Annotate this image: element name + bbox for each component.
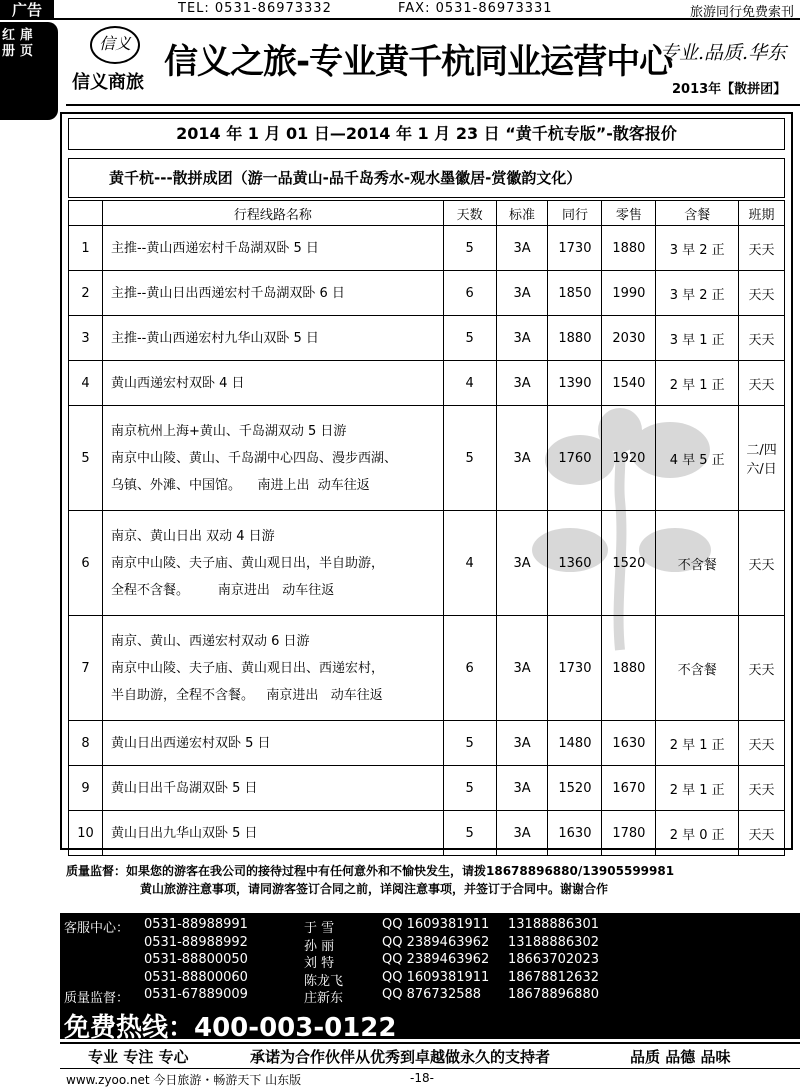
contact-phone: 0531-88800060 xyxy=(144,969,248,985)
schedule: 天天 xyxy=(739,361,785,406)
retail-price: 2030 xyxy=(602,316,656,361)
route-days: 5 xyxy=(443,316,496,361)
contact-name: 庄新东 xyxy=(304,991,344,1006)
route-name xyxy=(102,226,443,271)
contact-label: 质量监督： xyxy=(64,991,130,1006)
table-row xyxy=(69,226,785,271)
meal-plan: 3 早 1 正 xyxy=(656,316,739,361)
route-standard: 3A xyxy=(496,616,548,721)
route-days: 6 xyxy=(443,271,496,316)
contact-phone: 0531-88988992 xyxy=(144,934,248,950)
row-index: 2 xyxy=(69,271,103,316)
route-standard: 3A xyxy=(496,721,548,766)
schedule: 天天 xyxy=(739,721,785,766)
meal-plan: 2 早 0 正 xyxy=(656,811,739,856)
route-name-line: 黄山日出西递宏村双卧 5 日 xyxy=(110,735,271,751)
route-standard: 3A xyxy=(496,271,548,316)
route-name-line: 南京、黄山、西递宏村双动 6 日游 xyxy=(110,633,310,649)
contact-mobile: 18678896880 xyxy=(508,987,599,1002)
retail-price: 1520 xyxy=(602,511,656,616)
route-standard: 3A xyxy=(496,226,548,271)
motto-middle: 承诺为合作伙伴从优秀到卓越做永久的支持者 xyxy=(250,1048,551,1066)
publication-title: 旅游同行免费索刊 xyxy=(689,5,794,20)
col-header-days: 天数 xyxy=(443,201,496,226)
row-index: 1 xyxy=(69,226,103,271)
retail-price: 1880 xyxy=(602,226,656,271)
route-days: 5 xyxy=(443,226,496,271)
ad-label: 广告 xyxy=(0,0,54,20)
route-days: 5 xyxy=(443,406,496,511)
retail-price: 1630 xyxy=(602,721,656,766)
col-header-index xyxy=(69,201,103,226)
route-name xyxy=(102,271,443,316)
route-name-line: 南京、黄山日出 双动 4 日游 xyxy=(110,528,275,544)
table-row xyxy=(69,721,785,766)
meal-plan: 3 早 2 正 xyxy=(656,271,739,316)
contact-phone: 0531-67889009 xyxy=(144,987,248,1002)
route-days: 5 xyxy=(443,811,496,856)
route-name xyxy=(102,616,443,721)
schedule: 天天 xyxy=(739,226,785,271)
logo-mark: 信义 xyxy=(90,26,140,64)
peer-price: 1880 xyxy=(548,316,602,361)
schedule: 天天 xyxy=(739,811,785,856)
contact-name: 刘 特 xyxy=(304,956,335,971)
contact-qq: QQ 1609381911 xyxy=(382,969,490,985)
peer-price: 1520 xyxy=(548,766,602,811)
meal-plan: 2 早 1 正 xyxy=(656,361,739,406)
route-name-line: 南京中山陵、夫子庙、黄山观日出、西递宏村， xyxy=(110,660,384,676)
footer-site: www.zyoo.net 今日旅游・畅游天下 山东版 xyxy=(66,1073,302,1087)
route-name-line: 主推--黄山西递宏村九华山双卧 5 日 xyxy=(110,330,319,346)
divider xyxy=(66,104,800,106)
contact-block xyxy=(60,913,800,1043)
top-bar xyxy=(0,0,800,20)
meal-plan: 2 早 1 正 xyxy=(656,766,739,811)
contact-qq: QQ 876732588 xyxy=(382,987,482,1002)
route-name-line: 主推--黄山西递宏村千岛湖双卧 5 日 xyxy=(110,240,319,256)
table-row xyxy=(69,766,785,811)
route-days: 4 xyxy=(443,511,496,616)
route-name-line: 全程不含餐。 南京进出 动车往返 xyxy=(110,582,335,598)
peer-price: 1360 xyxy=(548,511,602,616)
schedule: 天天 xyxy=(739,271,785,316)
meal-plan: 3 早 2 正 xyxy=(656,226,739,271)
retail-price: 1920 xyxy=(602,406,656,511)
contact-name: 孙 丽 xyxy=(304,938,335,954)
contact-mobile: 18678812632 xyxy=(508,969,599,985)
route-name xyxy=(102,811,443,856)
schedule: 二/四 六/日 xyxy=(739,406,785,511)
notice-line2: 黄山旅游注意事项，请同游客签订合同之前，详阅注意事项，并签订于合同中。谢谢合作 xyxy=(140,882,609,896)
route-name-line: 半自助游，全程不含餐。 南京进出 动车往返 xyxy=(110,687,383,703)
contact-mobile: 18663702023 xyxy=(508,952,599,967)
meal-plan: 2 早 1 正 xyxy=(656,721,739,766)
row-index: 3 xyxy=(69,316,103,361)
row-index: 4 xyxy=(69,361,103,406)
price-period-title: 2014 年 1 月 01 日—2014 年 1 月 23 日 “黄千杭专版”-散客报价 xyxy=(68,118,785,150)
table-row xyxy=(69,811,785,856)
contact-qq: QQ 2389463962 xyxy=(382,952,490,967)
row-index: 8 xyxy=(69,721,103,766)
route-name-line: 黄山日出千岛湖双卧 5 日 xyxy=(110,780,258,796)
retail-price: 1780 xyxy=(602,811,656,856)
row-index: 6 xyxy=(69,511,103,616)
free-hotline: 免费热线：400-003-0122 xyxy=(64,1013,397,1043)
route-group-title: 黄千杭---散拼成团（游一品黄山-品千岛秀水-观水墨徽居-赏徽韵文化） xyxy=(68,158,785,198)
table-header-row xyxy=(69,201,785,226)
contact-qq: QQ 1609381911 xyxy=(382,917,490,932)
route-standard: 3A xyxy=(496,316,548,361)
motto-left: 专业 专注 专心 xyxy=(88,1048,189,1066)
route-name xyxy=(102,361,443,406)
headline: 信义之旅-专业黄千杭同业运营中心 xyxy=(164,42,673,82)
route-days: 6 xyxy=(443,616,496,721)
retail-price: 1540 xyxy=(602,361,656,406)
route-price-table xyxy=(68,200,785,856)
peer-price: 1850 xyxy=(548,271,602,316)
col-header-standard: 标准 xyxy=(496,201,548,226)
contact-mobile: 13188886302 xyxy=(508,934,599,950)
route-name-line: 主推--黄山日出西递宏村千岛湖双卧 6 日 xyxy=(110,285,345,301)
schedule: 天天 xyxy=(739,316,785,361)
company-logo xyxy=(72,26,162,96)
row-index: 7 xyxy=(69,616,103,721)
route-name-line: 黄山日出九华山双卧 5 日 xyxy=(110,825,258,841)
table-row xyxy=(69,361,785,406)
table-row xyxy=(69,271,785,316)
page-number: -18- xyxy=(410,1071,434,1085)
route-days: 5 xyxy=(443,721,496,766)
notice-line1: 质量监督：如果您的游客在我公司的接待过程中有任何意外和不愉快发生，请拨18678896880/13905599981 xyxy=(66,864,675,878)
contact-label: 客服中心： xyxy=(64,921,130,936)
route-name-line: 南京中山陵、黄山、千岛湖中心四岛、漫步西湖、 xyxy=(110,450,397,466)
peer-price: 1480 xyxy=(548,721,602,766)
route-name-line: 南京中山陵、夫子庙、黄山观日出，半自助游， xyxy=(110,555,384,571)
fax-number: FAX: 0531-86973331 xyxy=(398,1,553,16)
route-standard: 3A xyxy=(496,766,548,811)
col-header-route: 行程线路名称 xyxy=(102,201,443,226)
tel-number: TEL: 0531-86973332 xyxy=(178,1,332,16)
retail-price: 1670 xyxy=(602,766,656,811)
quality-notice xyxy=(66,862,796,898)
schedule: 天天 xyxy=(739,511,785,616)
retail-price: 1880 xyxy=(602,616,656,721)
contact-mobile: 13188886301 xyxy=(508,917,599,932)
meal-plan: 不含餐 xyxy=(656,616,739,721)
peer-price: 1730 xyxy=(548,616,602,721)
meal-plan: 不含餐 xyxy=(656,511,739,616)
slogan: 专业.品质.华东 xyxy=(660,42,787,64)
route-days: 4 xyxy=(443,361,496,406)
footer xyxy=(60,1068,800,1087)
route-standard: 3A xyxy=(496,811,548,856)
row-index: 5 xyxy=(69,406,103,511)
route-name-line: 乌镇、外滩、中国馆。 南进上出 动车往返 xyxy=(110,477,370,493)
col-header-schedule: 班期 xyxy=(739,201,785,226)
route-standard: 3A xyxy=(496,361,548,406)
table-row xyxy=(69,316,785,361)
row-index: 10 xyxy=(69,811,103,856)
col-header-peer-price: 同行 xyxy=(548,201,602,226)
route-name xyxy=(102,316,443,361)
col-header-retail-price: 零售 xyxy=(602,201,656,226)
contact-phone: 0531-88800050 xyxy=(144,952,248,967)
route-name-line: 黄山西递宏村双卧 4 日 xyxy=(110,375,245,391)
contact-name: 陈龙飞 xyxy=(304,973,344,989)
route-days: 5 xyxy=(443,766,496,811)
schedule: 天天 xyxy=(739,766,785,811)
route-name xyxy=(102,406,443,511)
contact-name: 于 雪 xyxy=(304,921,335,936)
motto-bar xyxy=(60,1042,800,1068)
route-standard: 3A xyxy=(496,511,548,616)
meal-plan: 4 早 5 正 xyxy=(656,406,739,511)
peer-price: 1390 xyxy=(548,361,602,406)
table-row xyxy=(69,511,785,616)
table-row xyxy=(69,406,785,511)
schedule: 天天 xyxy=(739,616,785,721)
peer-price: 1630 xyxy=(548,811,602,856)
side-tab xyxy=(0,22,58,120)
contact-phone: 0531-88988991 xyxy=(144,917,248,932)
motto-right: 品质 品德 品味 xyxy=(630,1048,731,1066)
side-tab-line2: 扉页 xyxy=(20,28,34,59)
contact-qq: QQ 2389463962 xyxy=(382,934,490,950)
retail-price: 1990 xyxy=(602,271,656,316)
peer-price: 1760 xyxy=(548,406,602,511)
route-name xyxy=(102,721,443,766)
route-name xyxy=(102,511,443,616)
year-tag: 2013年【散拼团】 xyxy=(672,82,787,97)
route-name-line: 南京杭州上海+黄山、千岛湖双动 5 日游 xyxy=(110,423,347,439)
route-standard: 3A xyxy=(496,406,548,511)
route-name xyxy=(102,766,443,811)
row-index: 9 xyxy=(69,766,103,811)
side-tab-line1: 红册 xyxy=(2,28,16,59)
col-header-meals: 含餐 xyxy=(656,201,739,226)
table-row xyxy=(69,616,785,721)
peer-price: 1730 xyxy=(548,226,602,271)
logo-name: 信义商旅 xyxy=(72,72,144,93)
